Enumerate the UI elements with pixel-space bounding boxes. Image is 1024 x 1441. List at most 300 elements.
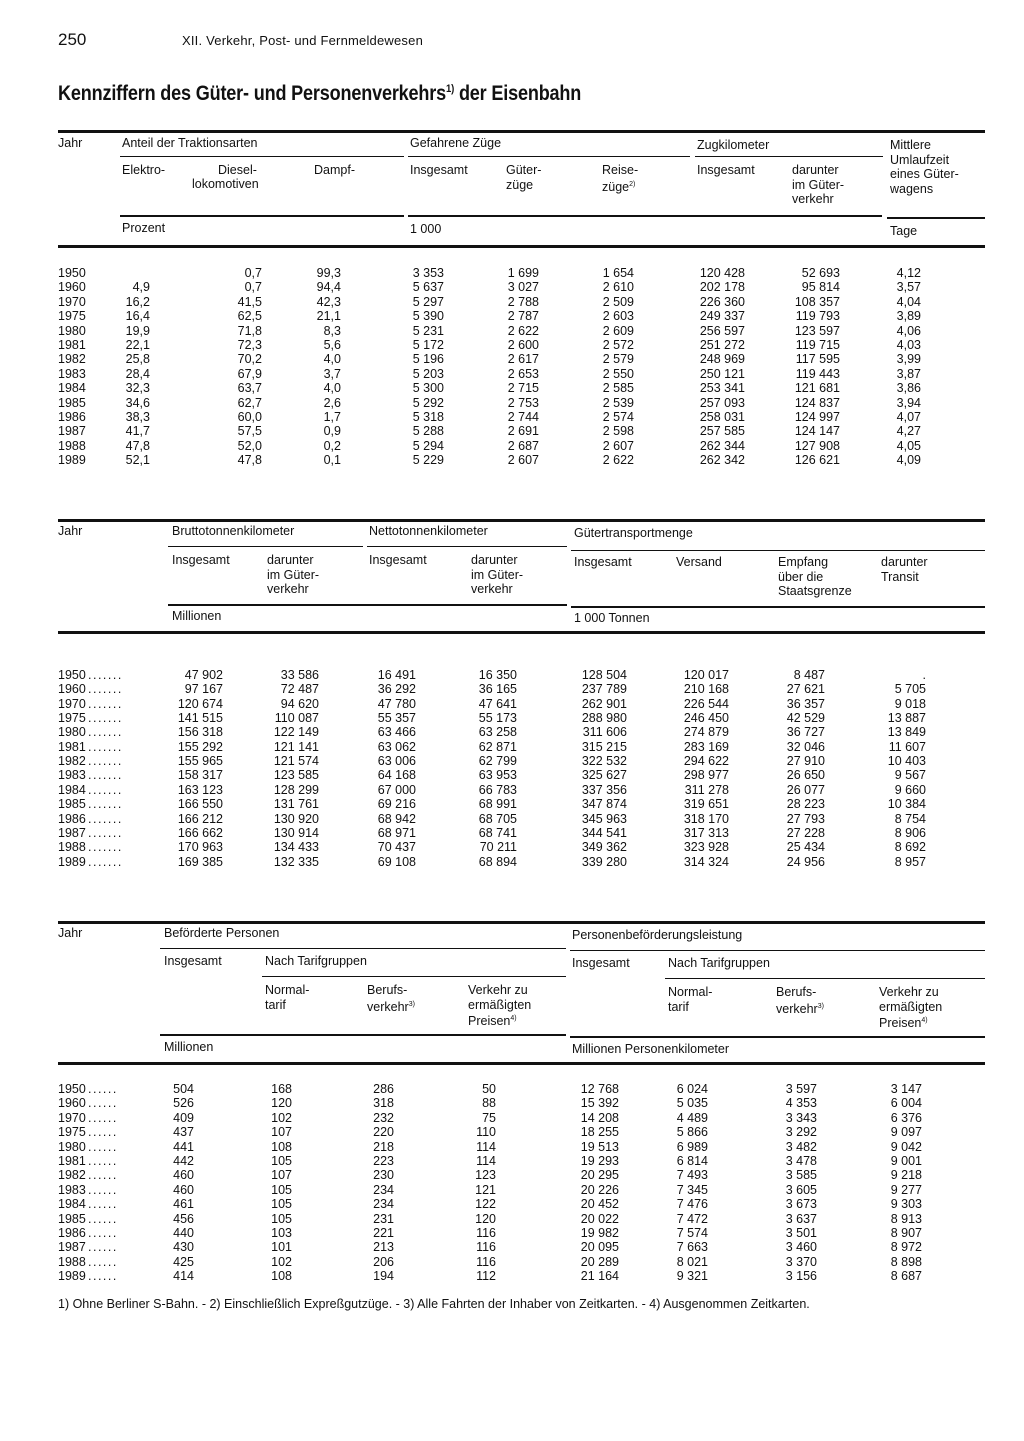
table-cell: 251 272 [699, 338, 745, 352]
rule-sub-brutto [168, 546, 363, 547]
table-cell: 314 324 [683, 854, 729, 869]
table-cell: 2 610 [602, 280, 634, 295]
rule-unit-2 [408, 215, 882, 217]
darunter-l2: im Güter- [792, 177, 845, 192]
table-cell: 246 450 [683, 711, 729, 726]
table-cell: 2 607 [602, 438, 634, 453]
table-cell: 9 277 [890, 1182, 922, 1197]
table-cell: 97 167 [184, 682, 223, 697]
table-cell: 8 487 [793, 668, 825, 682]
col-elektro: Elektro- [122, 163, 166, 177]
table-cell: 69 108 [377, 854, 416, 869]
rule-sub-1 [160, 948, 566, 949]
table-cell: 124 147 [794, 424, 840, 439]
table-cell: 67 000 [377, 782, 416, 797]
table-cell: 122 149 [273, 725, 319, 740]
table-cell: 22,1 [125, 338, 150, 352]
leader-dots: ....... [88, 682, 123, 697]
table-cell: 123 [475, 1168, 496, 1183]
table-cell: 63 466 [377, 725, 416, 740]
table-cell: 5 292 [412, 395, 444, 410]
table-cell: 105 [271, 1182, 292, 1197]
rule-sub-netto [367, 546, 567, 547]
table-cell: 68 894 [478, 854, 517, 869]
lb-l1: Berufs- [776, 985, 817, 999]
table-cell: 168 [271, 1082, 292, 1096]
table-cell: 134 433 [273, 840, 319, 855]
table-cell: 18 255 [580, 1125, 619, 1140]
table-cell: 11 607 [888, 739, 926, 754]
table-cell: 32 046 [786, 739, 825, 754]
row-year: 1983 [58, 366, 86, 381]
pb-sup: 3) [408, 1000, 415, 1008]
table-cell: 123 597 [794, 323, 840, 338]
col-zk-insgesamt: Insgesamt [697, 163, 755, 177]
group-traktion: Anteil der Traktionsarten [122, 136, 258, 150]
table-cell: 1 654 [602, 266, 634, 280]
row-year: 1950 [58, 668, 86, 682]
table-cell: 2 579 [602, 352, 634, 367]
table-cell: 170 963 [177, 840, 223, 855]
table-cell: 2 585 [602, 381, 634, 396]
table-cell: 158 317 [177, 768, 223, 783]
table-cell: 221 [373, 1226, 394, 1240]
table-cell: 3 156 [785, 1269, 817, 1284]
table-cell: 122 [475, 1197, 496, 1212]
table-cell: 16 491 [377, 668, 416, 682]
col-b-insg: Insgesamt [172, 553, 230, 567]
gueter-l1: Güter- [506, 163, 542, 177]
table-cell: 101 [271, 1240, 292, 1255]
group-leistung: Personenbeförderungsleistung [572, 928, 743, 942]
table-cell: 103 [271, 1226, 292, 1240]
table-cell: 16,4 [125, 309, 150, 324]
leader-dots: ...... [88, 1139, 118, 1154]
table-cell: 2 787 [507, 309, 539, 324]
table-cell: 26 650 [786, 768, 825, 783]
table-cell: 20 289 [580, 1254, 619, 1269]
col-g-insg: Insgesamt [574, 555, 632, 569]
pv-l1: Verkehr zu [468, 983, 528, 997]
table-cell: 62 799 [478, 754, 517, 769]
table-cell: 274 879 [683, 725, 729, 740]
leader-dots: ....... [88, 754, 123, 769]
table-cell: 70 211 [479, 840, 517, 855]
table-cell: 112 [476, 1269, 496, 1284]
ln-l1: Normal- [668, 985, 713, 999]
table-cell: 116 [476, 1254, 496, 1269]
table-cell: 47,8 [125, 438, 150, 453]
table-cell: 2 607 [507, 453, 539, 468]
table-cell: 218 [373, 1139, 394, 1154]
table-cell: 2 609 [602, 323, 634, 338]
table-cell: 7 472 [676, 1211, 708, 1226]
table-cell: 5 203 [412, 366, 444, 381]
table-cell: 5 288 [412, 424, 444, 439]
table-cell: 7 493 [676, 1168, 708, 1183]
row-year: 1989 [58, 854, 86, 869]
table-cell: 123 585 [273, 768, 319, 783]
table-cell: 105 [271, 1197, 292, 1212]
table-cell: 3 673 [785, 1197, 817, 1212]
table-cell: 6 989 [676, 1139, 708, 1154]
table-cell: 323 928 [683, 840, 729, 855]
table-cell: 226 360 [699, 294, 745, 309]
table-cell: 4 489 [676, 1110, 708, 1125]
table-cell: 0,7 [244, 280, 262, 295]
table-cell: 210 168 [683, 682, 729, 697]
table-cell: 114 [476, 1154, 496, 1168]
rule-top [58, 130, 985, 133]
table-cell: 24 956 [786, 854, 825, 869]
table-cell: 36 292 [377, 682, 416, 697]
rule-sub-tarif-2 [665, 978, 985, 979]
transit-l2: Transit [881, 569, 919, 584]
col-reisezuege [602, 163, 638, 194]
row-year: 1984 [58, 381, 86, 396]
table-cell: 47 780 [377, 696, 416, 711]
table-cell: 5 172 [412, 338, 444, 352]
table-cell: 20 295 [580, 1168, 619, 1183]
col-p-beruf [367, 983, 415, 1014]
table-cell: 441 [173, 1139, 194, 1154]
table-cell: 156 318 [177, 725, 223, 740]
table-cell: 0,9 [323, 424, 341, 439]
table-cell: 62,7 [237, 395, 262, 410]
table-cell: 206 [373, 1254, 394, 1269]
table-cell: 262 901 [581, 696, 627, 711]
table-cell: . [922, 668, 926, 682]
row-year: 1984 [58, 1197, 86, 1212]
row-year: 1989 [58, 453, 86, 468]
rule-sub-zugkm [695, 156, 883, 157]
row-year: 1981 [58, 739, 86, 754]
table-cell: 47 641 [478, 696, 517, 711]
table-cell: 213 [373, 1240, 394, 1255]
row-year: 1970 [58, 1110, 86, 1125]
table-cell: 298 977 [683, 768, 729, 783]
table-cell: 19 293 [580, 1154, 619, 1168]
rule-unit-2 [571, 606, 985, 608]
table-cell: 166 662 [177, 825, 223, 840]
leader-dots: ...... [88, 1269, 118, 1284]
rule-unit-2 [570, 1036, 985, 1038]
table-cell: 2 600 [507, 338, 539, 352]
table-cell: 63 953 [478, 768, 517, 783]
table-cell: 120 428 [699, 266, 745, 280]
table-cell: 3 343 [785, 1110, 817, 1125]
title-footnote-ref: 1) [446, 83, 455, 95]
group-befoerderte: Beförderte Personen [164, 926, 280, 940]
table-cell: 7 345 [676, 1182, 708, 1197]
table-cell: 3 478 [785, 1154, 817, 1168]
table-cell: 132 335 [273, 854, 319, 869]
row-year: 1980 [58, 1139, 86, 1154]
table-cell: 41,5 [237, 294, 262, 309]
leader-dots: ....... [88, 854, 123, 869]
table-cell: 27 910 [786, 754, 825, 769]
table-cell: 63 258 [478, 725, 517, 740]
row-year: 1960 [58, 682, 86, 697]
leader-dots: ....... [88, 739, 123, 754]
table-cell: 2 550 [602, 366, 634, 381]
row-year: 1980 [58, 323, 86, 338]
rule-header-bottom [58, 1062, 985, 1065]
col-transit [881, 555, 928, 584]
unit-tonnen: 1 000 Tonnen [574, 611, 650, 625]
table-cell: 325 627 [581, 768, 627, 783]
table-cell: 7 476 [676, 1197, 708, 1212]
pb-l1: Berufs- [367, 983, 408, 997]
pb-l2 [367, 998, 415, 1015]
lb-l2-text: verkehr [776, 1001, 818, 1016]
col-dampf: Dampf- [314, 163, 355, 177]
table-cell: 3 597 [785, 1082, 817, 1096]
table-cell: 119 793 [795, 309, 840, 324]
table-cell: 3 585 [785, 1168, 817, 1183]
table-cell: 14 208 [580, 1110, 619, 1125]
table-cell: 105 [271, 1154, 292, 1168]
table-cell: 4,03 [896, 338, 921, 352]
table-cell: 2 622 [602, 453, 634, 468]
empf-l2: über die [778, 569, 824, 584]
table-cell: 2 617 [507, 352, 539, 367]
table-cell: 440 [173, 1226, 194, 1240]
col-gueterzuege [506, 163, 541, 192]
unit-prozent: Prozent [122, 221, 166, 235]
footnotes: 1) Ohne Berliner S-Bahn. - 2) Einschließlich Expreßgutzüge. - 3) Alle Fahrten der Inhaber von Zeitkarten. - 4) Ausgenommen Zeitkarten. [58, 1297, 810, 1311]
table-cell: 3 027 [507, 280, 539, 295]
table-cell: 257 093 [699, 395, 745, 410]
table-cell: 194 [373, 1269, 394, 1284]
table-cell: 52 693 [801, 266, 840, 280]
col-p-tarif: Nach Tarifgruppen [265, 954, 367, 968]
table-cell: 25 434 [786, 840, 825, 855]
table-cell: 141 515 [177, 711, 223, 726]
table-cell: 21 164 [580, 1269, 619, 1284]
group-netto: Nettotonnenkilometer [369, 524, 488, 538]
table-cell: 126 621 [794, 453, 840, 468]
row-year: 1970 [58, 696, 86, 711]
table-cell: 344 541 [581, 825, 627, 840]
table-cell: 131 761 [273, 797, 319, 812]
row-year: 1960 [58, 1096, 86, 1111]
leader-dots: ...... [88, 1110, 118, 1125]
col-lokomotiven: lokomotiven [192, 177, 259, 191]
table-cell: 202 178 [699, 280, 745, 295]
row-year: 1986 [58, 410, 86, 424]
col-l-insg: Insgesamt [572, 956, 630, 970]
table-cell: 4,0 [323, 381, 341, 396]
col-diesel: Diesel- [218, 163, 257, 177]
table-cell: 2 598 [602, 424, 634, 439]
table-cell: 5 294 [412, 438, 444, 453]
row-year: 1985 [58, 1211, 86, 1226]
table-cell: 121 141 [273, 739, 319, 754]
table-cell: 27 793 [786, 811, 825, 826]
table-cell: 57,5 [237, 424, 262, 439]
table-cell: 6 376 [890, 1110, 922, 1125]
table-cell: 5 390 [412, 309, 444, 324]
gueter-l2: züge [506, 177, 534, 192]
table-cell: 155 292 [177, 739, 223, 754]
table-cell: 124 837 [794, 395, 840, 410]
row-year: 1982 [58, 352, 86, 367]
table-cell: 262 342 [699, 453, 745, 468]
table-cell: 8 898 [890, 1254, 922, 1269]
table-cell: 311 606 [582, 725, 627, 740]
table-cell: 460 [173, 1182, 194, 1197]
mittlere-l3: eines Güter- [890, 167, 959, 181]
group-zugkm: Zugkilometer [697, 138, 770, 152]
table-cell: 114 [476, 1139, 496, 1154]
pv-sup: 4) [510, 1015, 517, 1022]
table-cell: 21,1 [316, 309, 341, 324]
row-year: 1975 [58, 1125, 86, 1140]
pv-l2: ermäßigten [468, 997, 532, 1012]
table-cell: 9 660 [894, 782, 926, 797]
rule-sub-tarif-1 [262, 976, 566, 977]
leader-dots: ...... [88, 1254, 118, 1269]
table-cell: 288 980 [581, 711, 627, 726]
table-cell: 36 727 [786, 725, 825, 740]
table-cell: 16 350 [478, 668, 517, 682]
table-cell: 19 513 [580, 1139, 619, 1154]
leader-dots: ...... [88, 1168, 118, 1183]
table-cell: 110 087 [274, 711, 319, 726]
table-cell: 319 651 [683, 797, 729, 812]
table-cell: 94,4 [316, 280, 341, 295]
leader-dots: ....... [88, 711, 123, 726]
leader-dots: ....... [88, 768, 123, 783]
table-cell: 3,86 [896, 381, 921, 396]
table-cell: 52,0 [237, 438, 262, 453]
table-cell: 504 [173, 1082, 194, 1096]
table-cell: 5 196 [412, 352, 444, 367]
leader-dots: ....... [88, 782, 123, 797]
table-cell: 25,8 [125, 352, 150, 367]
rule-sub-2 [570, 950, 985, 951]
table-cell: 108 [271, 1269, 292, 1284]
row-year: 1950 [58, 266, 86, 280]
table-cell: 47,8 [237, 453, 262, 468]
row-year: 1989 [58, 1269, 86, 1284]
table-cell: 256 597 [699, 323, 745, 338]
table-cell: 294 622 [683, 754, 729, 769]
table-cell: 42 529 [786, 711, 825, 726]
leader-dots: ...... [88, 1211, 118, 1226]
table-cell: 5 705 [894, 682, 926, 697]
table-cell: 19,9 [125, 323, 150, 338]
table-cell: 42,3 [316, 294, 341, 309]
row-year: 1985 [58, 395, 86, 410]
table-cell: 9 303 [890, 1197, 922, 1212]
table-cell: 108 [271, 1139, 292, 1154]
table-cell: 3 460 [785, 1240, 817, 1255]
table-cell: 38,3 [125, 410, 150, 424]
table-cell: 20 095 [580, 1240, 619, 1255]
row-year: 1982 [58, 1168, 86, 1183]
table-cell: 2 653 [507, 366, 539, 381]
table-cell: 3 292 [785, 1125, 817, 1140]
table-cell: 62,5 [237, 309, 262, 324]
table-cell: 121 574 [273, 754, 319, 769]
table-cell: 248 969 [699, 352, 745, 367]
table-cell: 28,4 [125, 366, 150, 381]
table-cell: 166 212 [177, 811, 223, 826]
leader-dots: ....... [88, 840, 123, 855]
nd-l2: im Güter- [471, 567, 524, 582]
table-cell: 7 574 [676, 1226, 708, 1240]
leader-dots: ...... [88, 1182, 118, 1197]
row-year: 1981 [58, 1154, 86, 1168]
table-cell: 34,6 [125, 395, 150, 410]
table-cell: 121 681 [794, 381, 840, 396]
table-cell: 234 [373, 1182, 394, 1197]
table-cell: 9 018 [894, 696, 926, 711]
table-cell: 2 574 [602, 410, 634, 424]
table-cell: 10 384 [887, 797, 926, 812]
table-cell: 10 403 [887, 754, 926, 769]
nd-l3: verkehr [471, 582, 513, 596]
table-cell: 3,99 [896, 352, 921, 367]
leader-dots: ....... [88, 825, 123, 840]
table-cell: 258 031 [699, 410, 745, 424]
table-cell: 121 [475, 1182, 496, 1197]
table-cell: 71,8 [237, 323, 262, 338]
table-cell: 5 297 [412, 294, 444, 309]
table-cell: 47 902 [184, 668, 223, 682]
table-cell: 99,3 [316, 266, 341, 280]
table-cell: 3 482 [785, 1139, 817, 1154]
table-cell: 102 [271, 1254, 292, 1269]
table-cell: 232 [373, 1110, 394, 1125]
table-cell: 20 226 [580, 1182, 619, 1197]
table-cell: 5,6 [323, 338, 341, 352]
table-cell: 62 871 [478, 739, 517, 754]
table-cell: 2 509 [602, 294, 634, 309]
pn-l2: tarif [265, 997, 286, 1012]
table-cell: 63,7 [237, 381, 262, 396]
table-cell: 456 [173, 1211, 194, 1226]
leader-dots: ....... [88, 797, 123, 812]
leader-dots: ....... [88, 668, 123, 682]
rule-top [58, 519, 985, 522]
table-cell: 7 663 [676, 1240, 708, 1255]
table-cell: 442 [173, 1154, 194, 1168]
table-cell: 2 603 [602, 309, 634, 324]
reise-sup: 2) [629, 180, 636, 188]
table-cell: 5 035 [676, 1096, 708, 1111]
table-cell: 3 353 [412, 266, 444, 280]
table-cell: 315 215 [581, 739, 627, 754]
table-cell: 253 341 [699, 381, 745, 396]
table-cell: 8 906 [894, 825, 926, 840]
table-cell: 117 595 [795, 352, 840, 367]
table-cell: 116 [476, 1240, 496, 1255]
table-cell: 3 605 [785, 1182, 817, 1197]
bd-l1: darunter [267, 553, 314, 567]
table-cell: 231 [373, 1211, 394, 1226]
darunter-l1: darunter [792, 163, 839, 177]
table-cell: 237 789 [581, 682, 627, 697]
col-l-verkehr [879, 985, 942, 1031]
table-cell: 6 004 [890, 1096, 922, 1111]
mittlere-l2: Umlaufzeit [890, 152, 950, 167]
pv-l3 [468, 1012, 531, 1029]
table-cell: 9 321 [676, 1269, 708, 1284]
transit-l1: darunter [881, 555, 928, 569]
